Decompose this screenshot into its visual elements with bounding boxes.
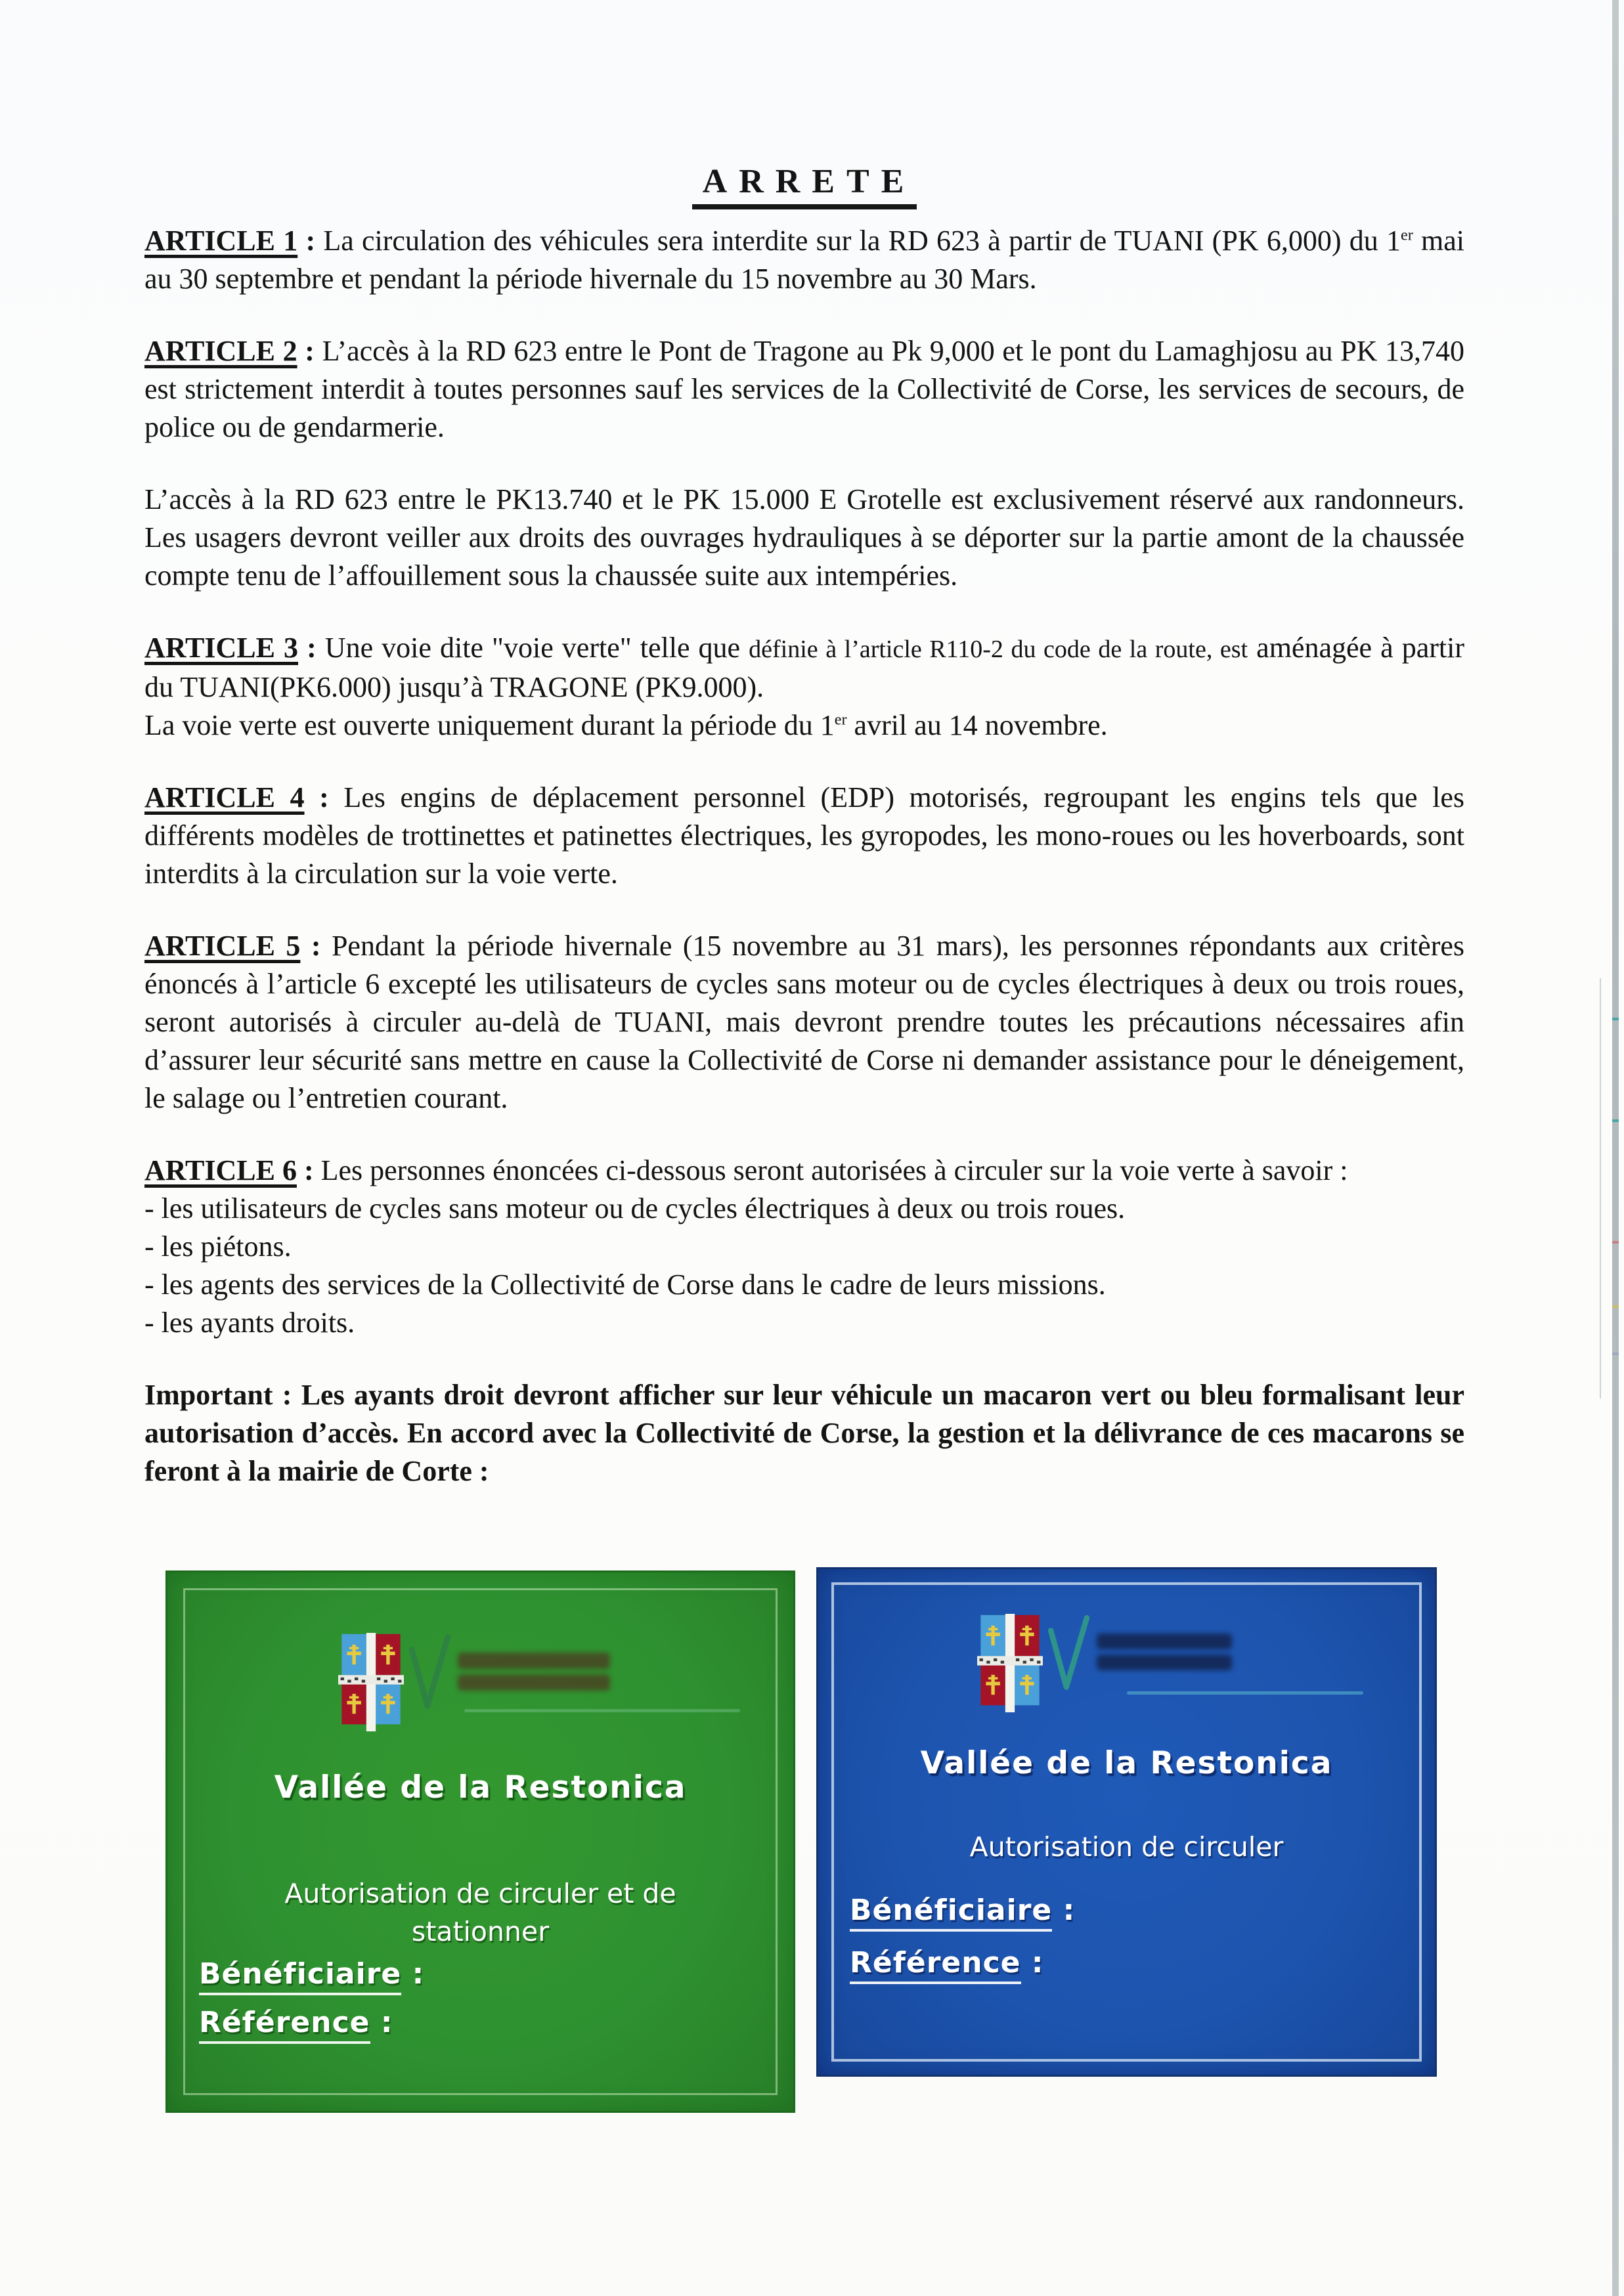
text-segment: - les ayants droits. — [144, 1307, 355, 1339]
text-segment: L’accès à la RD 623 entre le PK13.740 et le PK 15.000 E Grotelle est exclusivement réservé aux randonneurs. Les usagers devront veiller aux droits des ouvrages hydrauliques à se déporter sur la partie amont de la chaussée compte tenu de l’affouillement sous la chaussée suite aux intempéries. — [144, 483, 1464, 592]
text-segment: er — [1400, 226, 1413, 244]
article-label: ARTICLE 4 — [144, 781, 305, 813]
scan-tick — [1612, 1353, 1619, 1355]
text-segment: : — [296, 1154, 321, 1186]
coat-of-arms-icon — [338, 1629, 404, 1735]
text-segment: : — [297, 225, 324, 257]
text-segment: Les engins de déplacement personnel (EDP) motorisés, regroupant les engins tels que les différents modèles de trottinettes et patinettes électriques, les gyropodes, les mono-roues ou les hoverboards, sont interdits à la circulation sur la voie verte. — [144, 781, 1464, 890]
article-1 — [144, 222, 1464, 298]
article-3 — [144, 629, 1464, 745]
field-colon: : — [401, 1957, 425, 1991]
article-2 — [144, 332, 1464, 446]
document-body — [144, 162, 1464, 1525]
scan-edge-artifact — [1612, 0, 1619, 2296]
text-segment: : — [298, 632, 325, 664]
green-macaron-badge — [165, 1570, 795, 2113]
paragraph-important — [144, 1376, 1464, 1490]
reference-label: Référence — [199, 2006, 370, 2044]
text-segment: Les personnes énoncées ci-dessous seront autorisées à circuler sur la voie verte à savoir : — [320, 1154, 1348, 1186]
article-label: ARTICLE 1 — [144, 225, 298, 257]
text-segment: - les piétons. — [144, 1230, 292, 1263]
article-label: ARTICLE 6 — [144, 1154, 297, 1186]
article-6 — [144, 1152, 1464, 1342]
field-colon: : — [1020, 1946, 1044, 1980]
text-segment: définie à l’article R110-2 du code de la route, est — [749, 636, 1248, 663]
text-segment: Important : Les ayants droit devront afficher sur leur véhicule un macaron vert ou bleu formalisant leur autorisation d’accès. En accord avec la Collectivité de Corse, la gestion et la délivrance de ces macarons se feront à la mairie de Corte : — [144, 1379, 1464, 1487]
collectivite-logo — [338, 1629, 610, 1735]
logo-blurred-text — [1097, 1634, 1232, 1676]
scan-line-artifact — [1600, 978, 1601, 1398]
text-segment: avril au 14 novembre. — [846, 709, 1108, 741]
beneficiary-field — [850, 1894, 1075, 1927]
field-colon: : — [1052, 1894, 1076, 1927]
scan-tick — [1612, 1018, 1619, 1020]
logo-underline-artifact — [464, 1709, 740, 1712]
reference-label: Référence — [850, 1946, 1021, 1984]
text-segment: La voie verte est ouverte uniquement durant la période du 1 — [144, 709, 835, 741]
scan-tick — [1612, 1241, 1619, 1244]
article-label: ARTICLE 2 — [144, 335, 297, 367]
page-title — [144, 162, 1464, 202]
reference-field — [850, 1946, 1043, 1980]
beneficiary-label: Bénéficiaire — [850, 1894, 1052, 1932]
text-segment: : — [300, 930, 332, 962]
logo-blurred-text — [458, 1653, 610, 1696]
text-segment: Pendant la période hivernale (15 novembre au 31 mars), les personnes répondants aux critères énoncés à l’article 6 excepté les utilisateurs de cycles sans moteur ou de cycles électriques à deux ou trois roues, seront autorisés à circuler au-delà de TUANI, mais devront prendre toutes les précautions nécessaires afin d’assurer leur sécurité sans mettre en cause la Collectivité de Corse ni demander assistance pour le déneigement, le salage ou l’entretien courant. — [144, 930, 1464, 1114]
page-title-text: ARRETE — [692, 163, 917, 209]
text-segment: er — [834, 710, 847, 729]
coat-of-arms-icon — [977, 1610, 1043, 1716]
checkmark-logo-icon — [408, 1634, 451, 1712]
beneficiary-field — [199, 1957, 424, 1991]
scan-tick — [1612, 1305, 1619, 1308]
text-segment: Une voie dite "voie verte" telle que — [324, 632, 749, 664]
article-label: ARTICLE 3 — [144, 632, 299, 664]
text-segment: mai au 30 septembre et pendant la période hivernale du 15 novembre au 30 Mars. — [144, 225, 1465, 295]
checkmark-logo-icon — [1047, 1615, 1090, 1693]
article-5 — [144, 927, 1464, 1117]
paragraph-acces-randonneurs — [144, 481, 1464, 595]
logo-underline-artifact — [1127, 1691, 1363, 1695]
reference-field — [199, 2006, 393, 2039]
badge-title: Vallée de la Restonica — [920, 1745, 1333, 1781]
text-segment: L’accès à la RD 623 entre le Pont de Tragone au Pk 9,000 et le pont du Lamaghjosu au PK 13,740 est strictement interdit à toutes personnes sauf les services de la Collectivité de Corse, les services de secours, de police ou de gendarmerie. — [144, 335, 1465, 443]
beneficiary-label: Bénéficiaire — [199, 1957, 401, 1995]
article-label: ARTICLE 5 — [144, 930, 301, 962]
text-segment: La circulation des véhicules sera interdite sur la RD 623 à partir de TUANI (PK 6,000) du 1 — [323, 225, 1401, 257]
text-segment: aménagée à partir du TUANI(PK6.000) jusqu’à TRAGONE (PK9.000). — [144, 632, 1464, 703]
blue-macaron-badge — [816, 1567, 1437, 2077]
text-segment: : — [304, 781, 344, 813]
collectivite-logo — [977, 1610, 1232, 1716]
badge-authorization-text: Autorisation de circuler — [969, 1831, 1284, 1863]
badge-title: Vallée de la Restonica — [274, 1769, 687, 1806]
badge-authorization-text: Autorisation de circuler et de stationner — [284, 1878, 676, 1947]
paragraph-list — [144, 222, 1464, 1490]
article-4 — [144, 779, 1464, 893]
text-segment: - les agents des services de la Collectivité de Corse dans le cadre de leurs missions. — [144, 1268, 1106, 1301]
scan-tick — [1612, 1119, 1619, 1122]
text-segment: : — [297, 335, 322, 367]
text-segment: - les utilisateurs de cycles sans moteur ou de cycles électriques à deux ou trois roues. — [144, 1192, 1126, 1224]
field-colon: : — [370, 2006, 393, 2039]
